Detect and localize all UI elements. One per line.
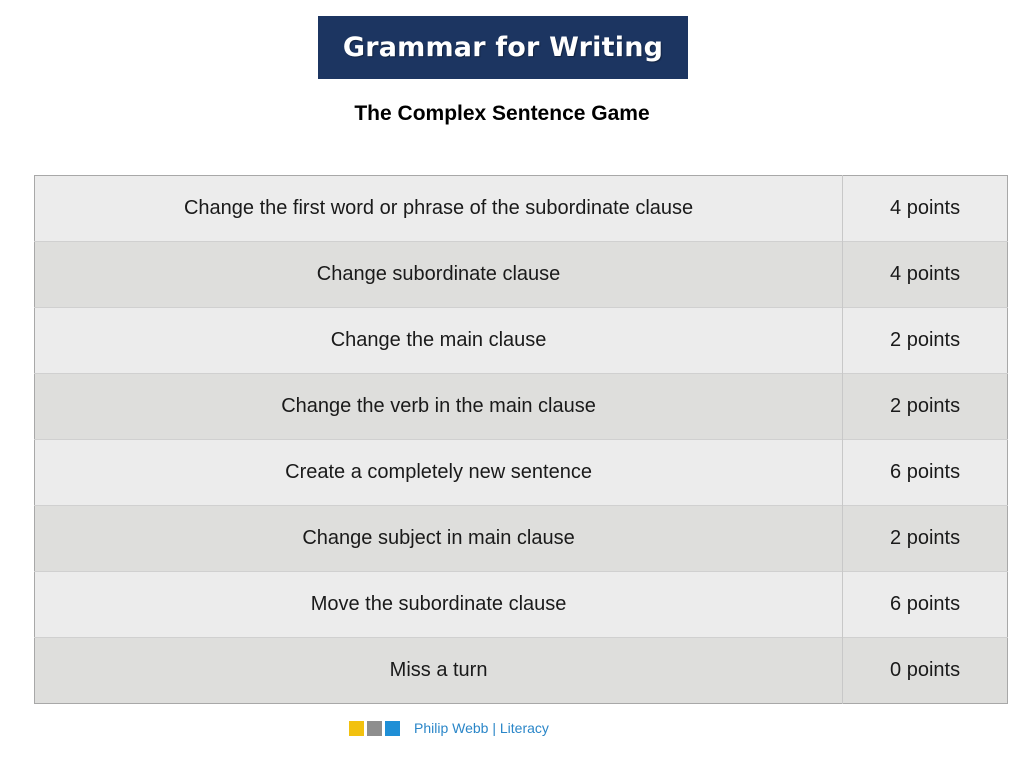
logo-banner	[318, 16, 688, 79]
table-row	[35, 440, 1008, 506]
page-title: The Complex Sentence Game	[354, 102, 650, 125]
table-row	[35, 638, 1008, 704]
points-cell: 2 points	[843, 308, 1008, 374]
table-row	[35, 506, 1008, 572]
blue-square-icon	[385, 721, 400, 736]
footer-logo-squares	[349, 721, 400, 736]
grey-square-icon	[367, 721, 382, 736]
action-cell: Create a completely new sentence	[35, 440, 843, 506]
points-cell: 4 points	[843, 176, 1008, 242]
action-cell: Change subordinate clause	[35, 242, 843, 308]
action-cell: Move the subordinate clause	[35, 572, 843, 638]
points-cell: 6 points	[843, 572, 1008, 638]
yellow-square-icon	[349, 721, 364, 736]
logo-text: Grammar for Writing	[342, 32, 664, 63]
points-cell: 6 points	[843, 440, 1008, 506]
table-row	[35, 308, 1008, 374]
points-cell: 0 points	[843, 638, 1008, 704]
table-row	[35, 242, 1008, 308]
points-table	[34, 175, 1008, 704]
footer-text: Philip Webb | Literacy	[414, 720, 549, 736]
footer	[349, 718, 549, 738]
action-cell: Change subject in main clause	[35, 506, 843, 572]
action-cell: Change the first word or phrase of the subordinate clause	[35, 176, 843, 242]
table-row	[35, 572, 1008, 638]
action-cell: Miss a turn	[35, 638, 843, 704]
table-row	[35, 374, 1008, 440]
points-cell: 2 points	[843, 374, 1008, 440]
action-cell: Change the main clause	[35, 308, 843, 374]
points-cell: 4 points	[843, 242, 1008, 308]
action-cell: Change the verb in the main clause	[35, 374, 843, 440]
points-cell: 2 points	[843, 506, 1008, 572]
table-row	[35, 176, 1008, 242]
